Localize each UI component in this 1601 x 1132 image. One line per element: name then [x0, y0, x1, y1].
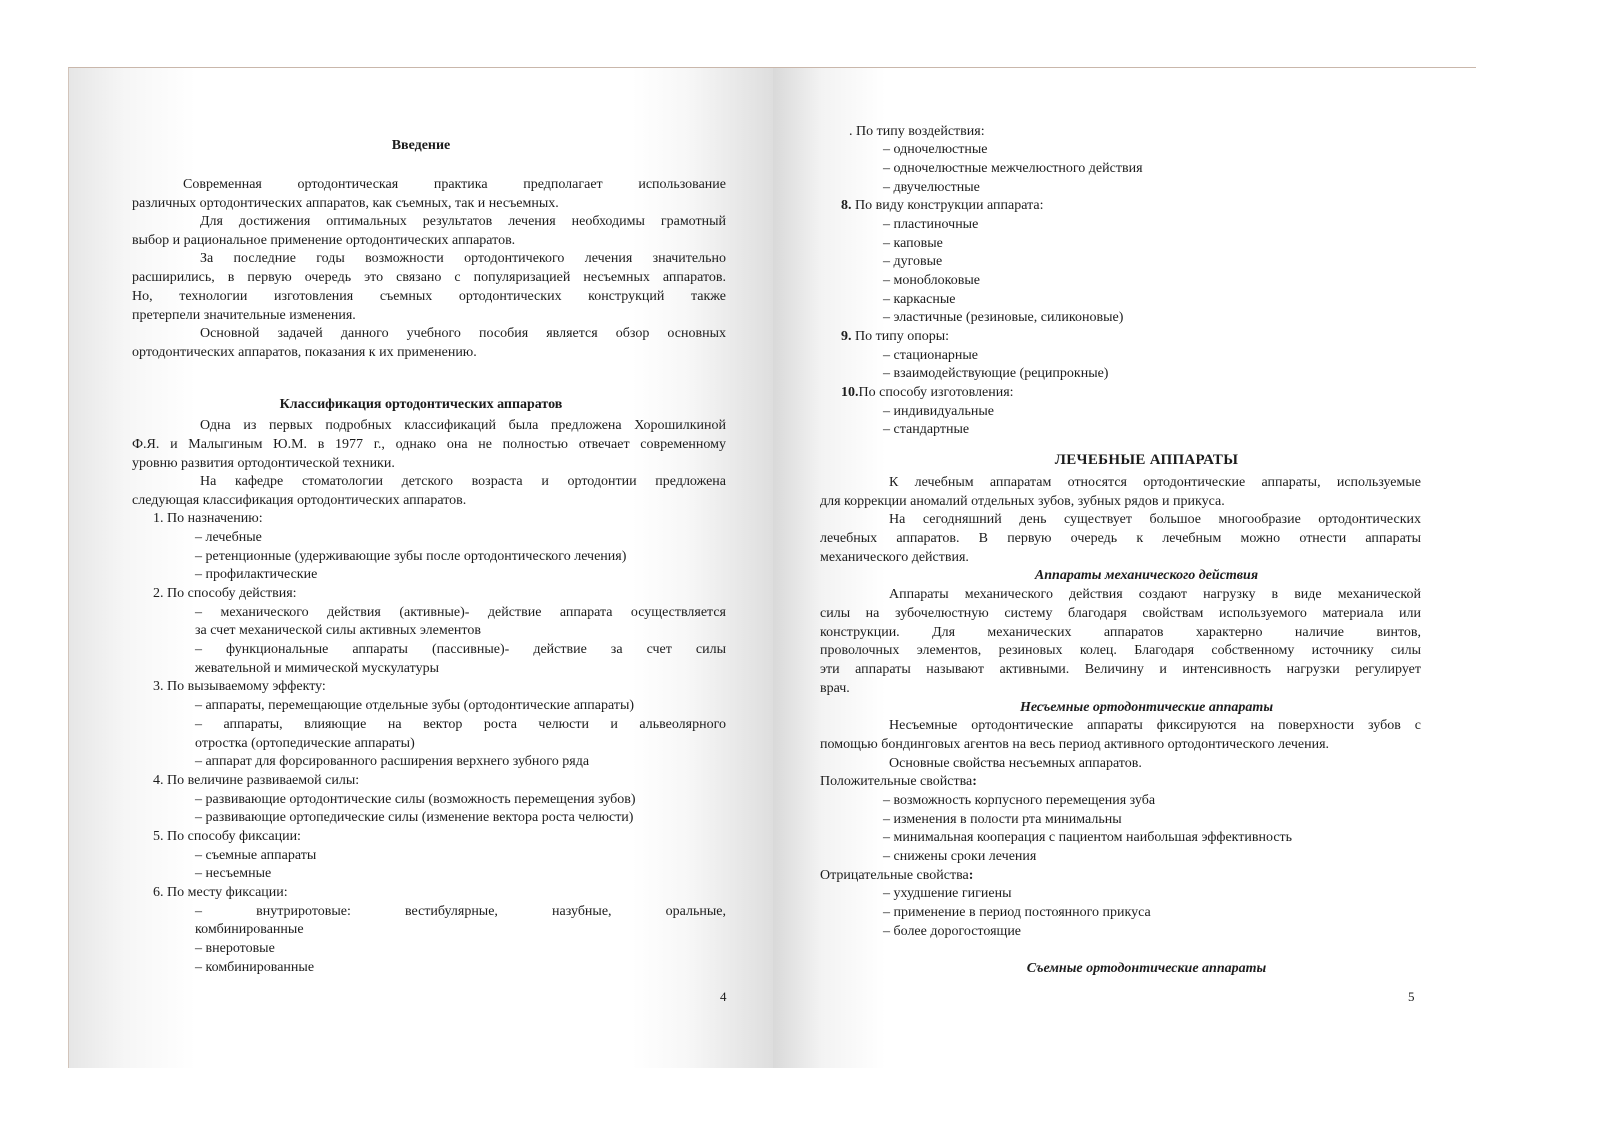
paragraph-line: для коррекции аномалий отдельных зубов, зубных рядов и прикуса. [820, 494, 1225, 509]
list-label: По способу изготовления: [858, 385, 1014, 400]
list-item: – возможность корпусного перемещения зуба [883, 793, 1156, 808]
list-item [841, 198, 1044, 214]
paragraph-line: Но, технологии изготовления съемных ортодонтических конструкций также [132, 289, 726, 304]
list-label: По виду конструкции аппарата: [851, 198, 1044, 213]
paragraph-line: врач. [820, 681, 850, 696]
list-item [841, 385, 1014, 401]
list-item: – внутриротовые: вестибулярные, назубные, оральные, [195, 904, 726, 919]
list-item: – более дорогостоящие [883, 924, 1022, 939]
paragraph-line: К лечебным аппаратам относятся ортодонтические аппараты, используемые [889, 475, 1421, 490]
list-item: – каркасные [883, 292, 956, 307]
list-item: – развивающие ортодонтические силы (возможность перемещения зубов) [195, 792, 636, 807]
paragraph-line: На кафедре стоматологии детского возраста и ортодонтии предложена [200, 474, 726, 489]
negative-properties-label [820, 868, 973, 884]
classification-heading: Классификация ортодонтических аппаратов [279, 397, 563, 412]
list-item: 6. По месту фиксации: [153, 885, 288, 900]
list-item: – механического действия (активные)- действие аппарата осуществляется [195, 605, 726, 620]
list-item: – моноблоковые [883, 273, 980, 288]
list-item: – лечебные [195, 530, 262, 545]
list-number: 10. [841, 385, 859, 400]
label-text: Отрицательные свойства [820, 868, 969, 883]
paragraph-line: конструкции. Для механических аппаратов характерно наличие винтов, [820, 625, 1421, 640]
paragraph-line: ортодонтических аппаратов, показания к их применению. [132, 345, 477, 360]
list-item: – минимальная кооперация с пациентом наибольшая эффективность [883, 830, 1293, 845]
paragraph-line: следующая классификация ортодонтических аппаратов. [132, 493, 467, 508]
paragraph-line: помощью бондинговых агентов на весь период активного ортодонтического лечения. [820, 737, 1330, 752]
list-item: комбинированные [195, 922, 304, 937]
left-page [69, 68, 773, 1068]
paragraph-line: Аппараты механического действия создают нагрузку в виде механической [889, 587, 1421, 602]
list-item: – взаимодействующие (реципрокные) [883, 366, 1109, 381]
paragraph-line: Несъемные ортодонтические аппараты фиксируются на поверхности зубов с [889, 718, 1421, 733]
removable-appliances-heading: Съемные ортодонтические аппараты [1026, 961, 1267, 976]
paragraph-line: На сегодняшний день существует большое многообразие ортодонтических [889, 512, 1421, 527]
list-item: – пластиночные [883, 217, 979, 232]
paragraph-line: уровню развития ортодонтической техники. [132, 456, 395, 471]
list-item: – применение в период постоянного прикуса [883, 905, 1151, 920]
paragraph-line: эти аппараты называют активными. Величину и интенсивность нагрузки регулирует [820, 662, 1421, 677]
list-item: – каповые [883, 236, 943, 251]
list-item: . По типу воздействия: [849, 124, 985, 139]
list-item: – ретенционные (удерживающие зубы после ортодонтического лечения) [195, 549, 627, 564]
list-item: – изменения в полости рта минимальны [883, 812, 1122, 827]
list-item: 5. По способу фиксации: [153, 829, 301, 844]
list-item: 3. По вызываемому эффекту: [153, 679, 326, 694]
list-item: – развивающие ортопедические силы (изменение вектора роста челюсти) [195, 810, 634, 825]
list-item: – индивидуальные [883, 404, 994, 419]
list-item: 4. По величине развиваемой силы: [153, 773, 360, 788]
list-item: – комбинированные [195, 960, 315, 975]
intro-heading: Введение [391, 138, 451, 153]
paragraph-line: проволочных элементов, резиновых колец. Благодаря собственному источнику силы [820, 643, 1421, 658]
list-item: – несъемные [195, 866, 272, 881]
list-item: – съемные аппараты [195, 848, 317, 863]
paragraph-line: Основные свойства несъемных аппаратов. [889, 756, 1142, 771]
list-item: – эластичные (резиновые, силиконовые) [883, 310, 1124, 325]
book-spread [68, 67, 1476, 1068]
paragraph-line: Основной задачей данного учебного пособия является обзор основных [200, 326, 726, 341]
list-item: – ухудшение гигиены [883, 886, 1012, 901]
mechanical-heading: Аппараты механического действия [1034, 568, 1259, 583]
treatment-heading: ЛЕЧЕБНЫЕ АППАРАТЫ [1054, 452, 1239, 468]
list-item: 2. По способу действия: [153, 586, 297, 601]
paragraph-line: Современная ортодонтическая практика предполагает использование [183, 177, 726, 192]
label-text: Положительные свойства [820, 774, 973, 789]
page-number: 4 [720, 989, 727, 1004]
list-item: – профилактические [195, 567, 318, 582]
fixed-appliances-heading: Несъемные ортодонтические аппараты [1019, 700, 1274, 715]
list-item [841, 329, 949, 345]
paragraph-line: Для достижения оптимальных результатов лечения необходимы грамотный [200, 214, 726, 229]
list-item: – аппараты, перемещающие отдельные зубы (ортодонтические аппараты) [195, 698, 635, 713]
list-item: – аппарат для форсированного расширения верхнего зубного ряда [195, 754, 590, 769]
paragraph-line: лечебных аппаратов. В первую очередь к лечебным можно отнести аппараты [820, 531, 1421, 546]
list-item: отростка (ортопедические аппараты) [195, 736, 415, 751]
label-colon: : [968, 868, 974, 883]
page-number: 5 [1408, 989, 1415, 1004]
list-item: за счет механической силы активных элементов [195, 623, 481, 638]
paragraph-line: претерпели значительные изменения. [132, 308, 356, 323]
list-item: – функциональные аппараты (пассивные)- действие за счет силы [195, 642, 726, 657]
list-item: – аппараты, влияющие на вектор роста челюсти и альвеолярного [195, 717, 726, 732]
list-item: – стационарные [883, 348, 979, 363]
list-item: – одночелюстные межчелюстного действия [883, 161, 1143, 176]
list-item: – дуговые [883, 254, 943, 269]
list-item: жевательной и мимической мускулатуры [195, 661, 440, 676]
paragraph-line: За последние годы возможности ортодонтичекого лечения значительно [200, 251, 726, 266]
paragraph-line: выбор и рациональное применение ортодонтических аппаратов. [132, 233, 516, 248]
positive-properties-label [820, 774, 977, 790]
list-number: 8. [841, 198, 852, 213]
paragraph-line: Ф.Я. и Малыгиным Ю.М. в 1977 г., однако она не полностью отвечает современному [132, 437, 726, 452]
right-page [773, 68, 1476, 1068]
list-item: – двучелюстные [883, 180, 980, 195]
list-item: 1. По назначению: [153, 511, 263, 526]
paragraph-line: Одна из первых подробных классификаций была предложена Хорошилкиной [200, 418, 726, 433]
label-colon: : [972, 774, 977, 789]
list-item: – снижены сроки лечения [883, 849, 1037, 864]
list-label: По типу опоры: [851, 329, 950, 344]
paragraph-line: различных ортодонтических аппаратов, как съемных, так и несъемных. [132, 196, 559, 211]
paragraph-line: механического действия. [820, 550, 969, 565]
list-item: – стандартные [883, 422, 970, 437]
list-item: – внеротовые [195, 941, 275, 956]
list-number: 9. [841, 329, 852, 344]
paragraph-line: расширились, в первую очередь это связано с популяризацией несъемных аппаратов. [132, 270, 726, 285]
list-item: – одночелюстные [883, 142, 988, 157]
paragraph-line: силы на зубочелюстную систему благодаря свойствам используемого материала или [820, 606, 1421, 621]
